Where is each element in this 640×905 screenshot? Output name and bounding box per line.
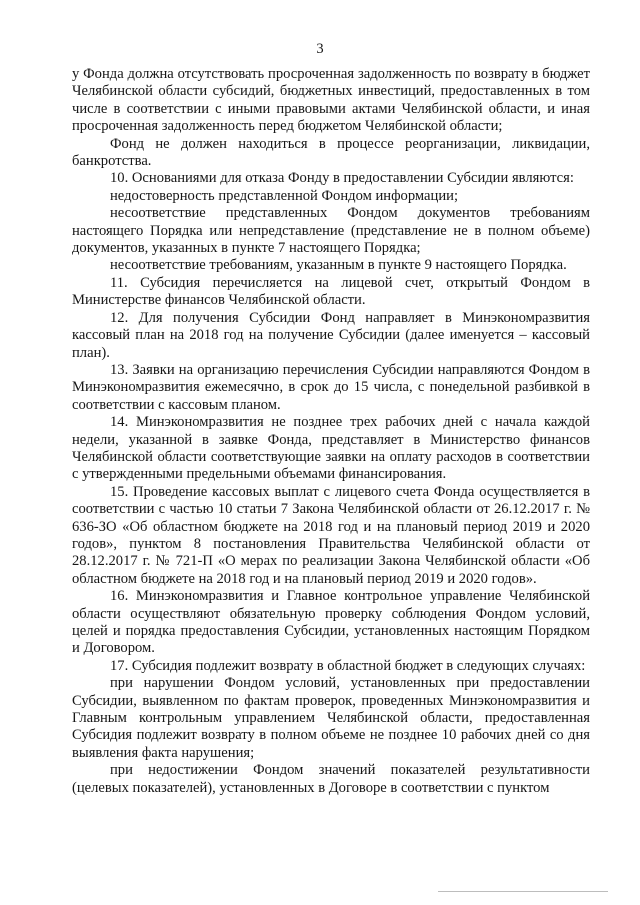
paragraph-requirements-mismatch: несоответствие требованиям, указанным в пункте 9 настоящего Порядка. <box>110 257 567 274</box>
paragraph-15: 15. Проведение кассовых выплат с лицевого счета Фонда осуществляется в соответствии с частью 10 статьи 7 Закона Челябинской области от 26.12.2017 г. № 636-ЗО «Об областном бюджете на 2018 год и на плановый период 2019 и 2020 годов», пунктом 8 постановления Правительства Челябинской области от 28.12.2017 г. № 721-П «О мерах по реализации Закона Челябинской области «Об областном бюджете на 2018 год и на плановый период 2019 и 2020 годов». <box>72 483 590 587</box>
paragraph-17-violation: при нарушении Фондом условий, установленных при предоставлении Субсидии, выявленном по фактам проверок, проведенных Минэкономразвития и Главным контрольным управлением Челябинской области, предоставленная Субсидия подлежит возврату в полном объеме не позднее 10 рабочих дней со дня выявления факта нарушения; <box>72 675 590 761</box>
paragraph-11: 11. Субсидия перечисляется на лицевой счет, открытый Фондом в Министерстве финансов Челябинской области. <box>72 274 590 309</box>
paragraph-16: 16. Минэкономразвития и Главное контрольное управление Челябинской области осуществляют обязательную проверку соблюдения Фондом условий, целей и порядка предоставления Субсидии, установленных настоящим Порядком и Договором. <box>72 588 590 657</box>
scan-artifact-line <box>438 891 608 892</box>
paragraph-12: 12. Для получения Субсидии Фонд направляет в Минэкономразвития кассовый план на 2018 год на получение Субсидии (далее именуется – кассовый план). <box>72 309 590 361</box>
paragraph-17: 17. Субсидия подлежит возврату в областной бюджет в следующих случаях: <box>110 657 586 674</box>
paragraph-debt-requirement: у Фонда должна отсутствовать просроченная задолженность по возврату в бюджет Челябинской области субсидий, бюджетных инвестиций, предоставленных в том числе в соответствии с иными правовыми актами Челябинской области, и иная просроченная задолженность перед бюджетом Челябинской области; <box>72 66 590 135</box>
paragraph-14: 14. Минэкономразвития не позднее трех рабочих дней с начала каждой недели, указанной в заявке Фонда, представляет в Министерство финансов Челябинской области соответствующие заявки на оплату расходов в соответствии с утвержденными предельными объемами финансирования. <box>72 414 590 483</box>
paragraph-no-reorganization: Фонд не должен находиться в процессе реорганизации, ликвидации, банкротства. <box>72 135 590 170</box>
page-number: 3 <box>316 41 324 57</box>
document-body <box>72 66 590 797</box>
paragraph-17-targets: при недостижении Фондом значений показателей результативности (целевых показателей), установленных в Договоре в соответствии с пунктом <box>72 762 590 796</box>
paragraph-documents-mismatch: несоответствие представленных Фондом документов требованиям настоящего Порядка или непредставление (представление не в полном объеме) документов, указанных в пункте 7 настоящего Порядка; <box>72 205 590 257</box>
paragraph-unreliable-info: недостоверность представленной Фондом информации; <box>110 187 459 204</box>
paragraph-13: 13. Заявки на организацию перечисления Субсидии направляются Фондом в Минэкономразвития ежемесячно, в срок до 15 числа, с понедельной разбивкой в соответствии с кассовым планом. <box>72 361 590 413</box>
paragraph-10-refusal-grounds: 10. Основаниями для отказа Фонду в предоставлении Субсидии являются: <box>110 170 574 187</box>
